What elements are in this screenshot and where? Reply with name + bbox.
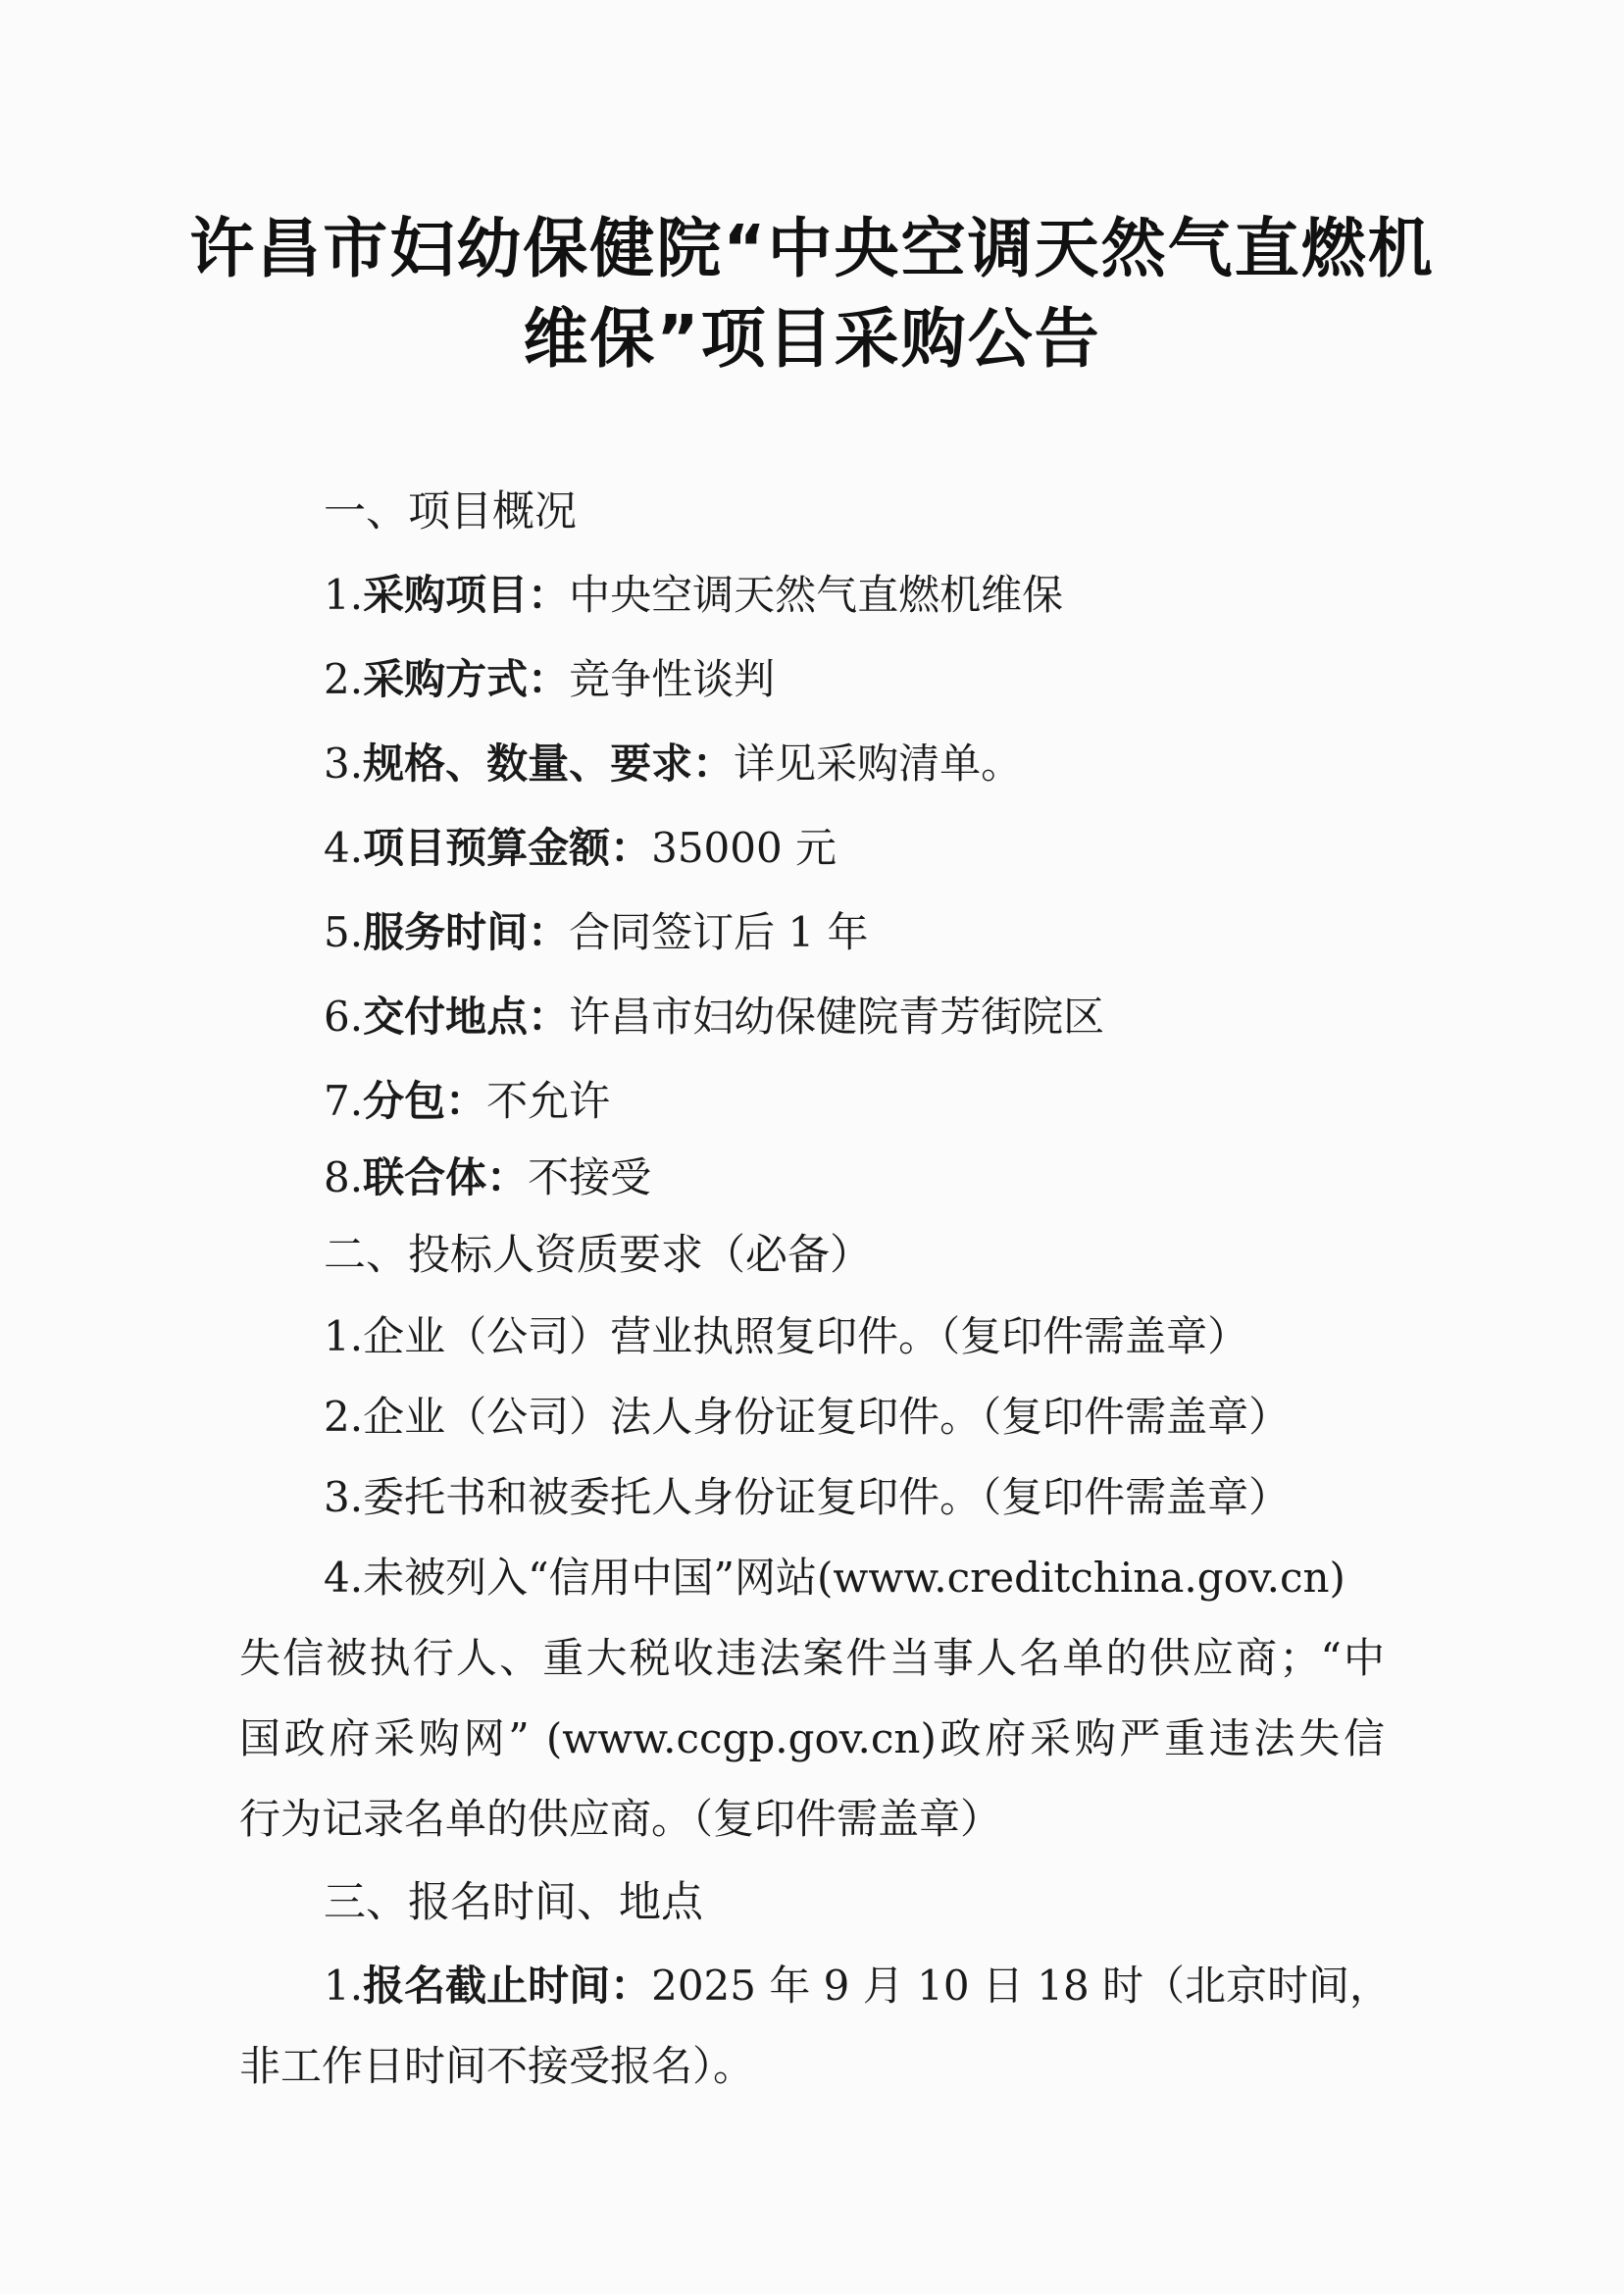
item-label: 采购项目： [363, 571, 570, 619]
item-label: 服务时间： [363, 908, 570, 956]
list-item-continuation: 失信被执行人、重大税收违法案件当事人名单的供应商；“中 [239, 1634, 1385, 1682]
item-value: 不允许 [486, 1077, 611, 1125]
section-2-heading: 二、投标人资质要求（必备） [324, 1231, 872, 1280]
item-number: 6. [324, 993, 364, 1041]
list-item: 1.企业（公司）营业执照复印件。（复印件需盖章） [324, 1312, 1249, 1360]
document-title-line-2: 维保”项目采购公告 [523, 301, 1101, 377]
item-value: 35000 元 [651, 824, 837, 872]
section-1-heading: 一、项目概况 [324, 487, 577, 536]
item-number: 7. [324, 1077, 364, 1125]
item-number: 4. [324, 824, 364, 872]
list-item [324, 816, 837, 875]
section-3-heading: 三、报名时间、地点 [324, 1878, 703, 1927]
item-label: 联合体： [363, 1153, 529, 1201]
item-value: 中央空调天然气直燃机维保 [569, 571, 1064, 619]
item-label: 分包： [363, 1077, 487, 1125]
item-value: 详见采购清单。 [734, 739, 1023, 788]
list-item-continuation: 国政府采购网” (www.ccgp.gov.cn)政府采购严重违法失信 [239, 1714, 1385, 1762]
item-value: 2025 年 9 月 10 日 18 时（北京时间， [651, 1962, 1392, 2010]
list-item [324, 900, 869, 959]
list-item-continuation: 行为记录名单的供应商。（复印件需盖章） [239, 1795, 1002, 1843]
item-label: 报名截止时间： [363, 1962, 652, 2010]
item-value: 不接受 [528, 1153, 652, 1201]
item-number: 3. [324, 739, 364, 788]
item-value: 合同签订后 1 年 [569, 908, 869, 956]
list-item [324, 563, 1063, 622]
item-value: 许昌市妇幼保健院青芳街院区 [569, 993, 1105, 1041]
item-number: 2. [324, 655, 364, 703]
item-label: 规格、数量、要求： [363, 739, 735, 788]
list-item [324, 1069, 610, 1128]
item-number: 1. [324, 571, 364, 619]
list-item [324, 1146, 651, 1204]
list-item [324, 647, 775, 706]
item-label: 采购方式： [363, 655, 570, 703]
list-item: 4.未被列入“信用中国”网站(www.creditchina.gov.cn) [324, 1554, 1345, 1602]
list-item [324, 985, 1104, 1044]
item-label: 项目预算金额： [363, 824, 652, 872]
item-number: 1. [324, 1962, 364, 2010]
item-number: 5. [324, 908, 364, 956]
list-item-continuation: 非工作日时间不接受报名）。 [239, 2042, 755, 2090]
list-item [324, 1954, 1391, 2013]
item-label: 交付地点： [363, 993, 570, 1041]
item-value: 竞争性谈判 [569, 655, 776, 703]
document-title-line-1: 许昌市妇幼保健院“中央空调天然气直燃机 [189, 211, 1435, 286]
list-item: 3.委托书和被委托人身份证复印件。（复印件需盖章） [324, 1473, 1291, 1521]
list-item [324, 732, 1022, 790]
item-number: 8. [324, 1153, 364, 1201]
list-item: 2.企业（公司）法人身份证复印件。（复印件需盖章） [324, 1393, 1291, 1441]
